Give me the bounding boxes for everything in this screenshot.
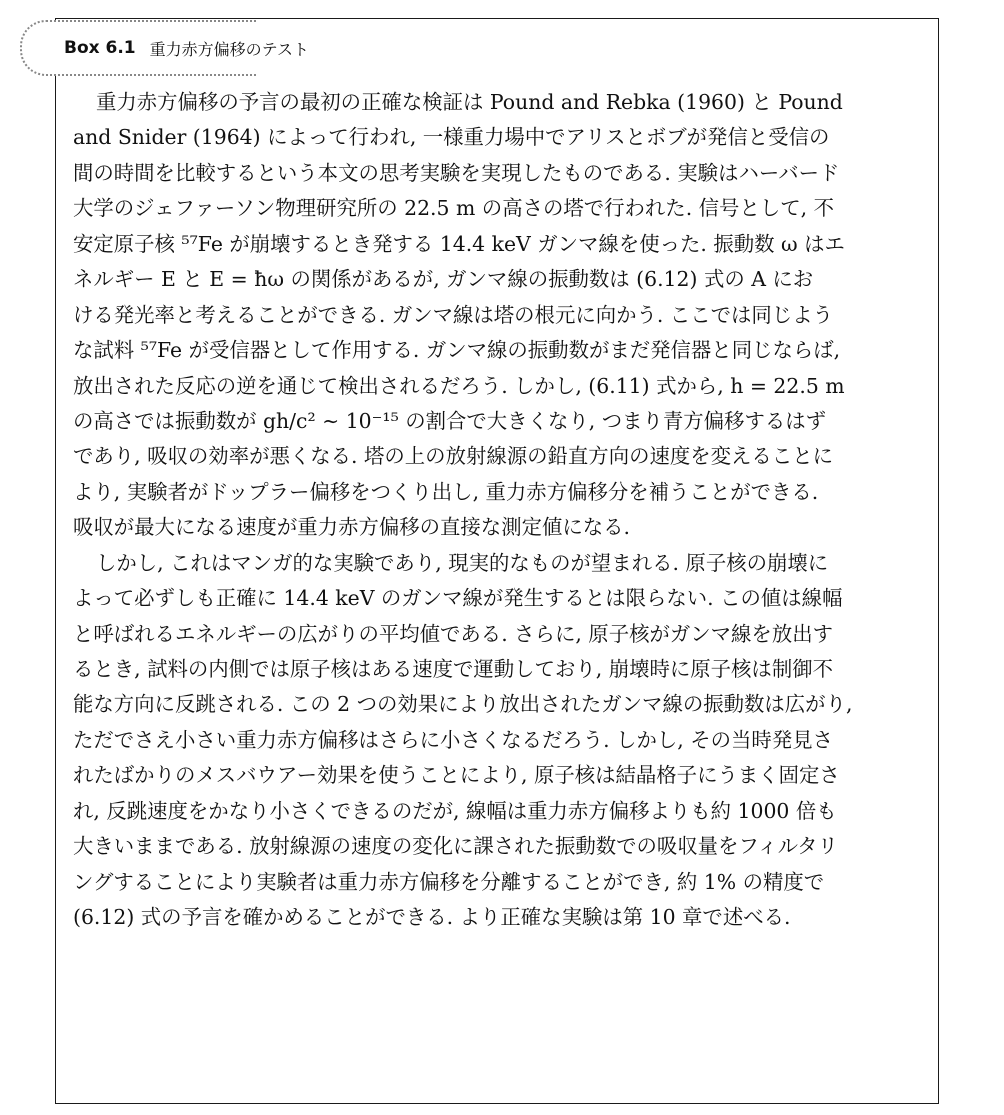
box-header (20, 20, 310, 76)
text-line: 大きいままである. 放射線源の速度の変化に課された振動数での吸収量をフィルタリ (73, 834, 838, 859)
box-label: Box 6.1 (64, 38, 136, 58)
paragraph-1 (73, 85, 933, 546)
text-line: の高さでは振動数が gh/c² ∼ 10⁻¹⁵ の割合で大きくなり, つまり青方偏移するはず (73, 408, 827, 433)
text-line: 能な方向に反跳される. この 2 つの効果により放出されたガンマ線の振動数は広がり, (73, 692, 853, 717)
text-line: よって必ずしも正確に 14.4 keV のガンマ線が発生するとは限らない. この値は線幅 (73, 586, 843, 611)
text-line: るとき, 試料の内側では原子核はある速度で運動しており, 崩壊時に原子核は制御不 (73, 657, 833, 681)
text-line: 吸収が最大になる速度が重力赤方偏移の直接な測定値になる. (73, 515, 631, 540)
text-line: 重力赤方偏移の予言の最初の正確な検証は Pound and Rebka (1960) と Pound (96, 90, 843, 114)
text-line: and Snider (1964) によって行われ, 一様重力場中でアリスとボブが発信と受信の (73, 125, 830, 150)
text-line: と呼ばれるエネルギーの広がりの平均値である. さらに, 原子核がガンマ線を放出す (73, 621, 833, 646)
text-line: ただでさえ小さい重力赤方偏移はさらに小さくなるだろう. しかし, その当時発見さ (73, 727, 833, 752)
box-title: 重力赤方偏移のテスト (149, 39, 310, 59)
paragraph-2 (73, 546, 933, 936)
text-line: れたばかりのメスバウアー効果を使うことにより, 原子核は結晶格子にうまく固定さ (73, 763, 840, 788)
text-line: れ, 反跳速度をかなり小さくできるのだが, 線幅は重力赤方偏移よりも約 1000 倍も (73, 798, 837, 823)
text-line: (6.12) 式の予言を確かめることができる. より正確な実験は第 10 章で述べる. (73, 905, 791, 930)
text-line: であり, 吸収の効率が悪くなる. 塔の上の放射線源の鉛直方向の速度を変えることに (73, 444, 833, 469)
text-line: ネルギー E と E = ħω の関係があるが, ガンマ線の振動数は (6.12) 式の A にお (73, 267, 814, 292)
text-line: しかし, これはマンガ的な実験であり, 現実的なものが望まれる. 原子核の崩壊に (96, 550, 829, 575)
text-line: 放出された反応の逆を通じて検出されるだろう. しかし, (6.11) 式から, h = 22.5 m (73, 373, 845, 398)
text-line: 大学のジェファーソン物理研究所の 22.5 m の高さの塔で行われた. 信号として, 不 (73, 196, 834, 221)
text-line: ングすることにより実験者は重力赤方偏移を分離することができ, 約 1% の精度で (73, 869, 825, 894)
text-line: な試料 ⁵⁷Fe が受信器として作用する. ガンマ線の振動数がまだ発信器と同じならば, (73, 338, 841, 363)
text-line: 間の時間を比較するという本文の思考実験を実現したものである. 実験はハーバード (73, 160, 840, 185)
text-line: より, 実験者がドップラー偏移をつくり出し, 重力赤方偏移分を補うことができる. (73, 479, 819, 504)
text-line: ける発光率と考えることができる. ガンマ線は塔の根元に向かう. ここでは同じよう (73, 302, 833, 327)
text-line: 安定原子核 ⁵⁷Fe が崩壊するとき発する 14.4 keV ガンマ線を使った. 振動数 ω はエ (73, 231, 845, 256)
box-body (73, 85, 933, 936)
